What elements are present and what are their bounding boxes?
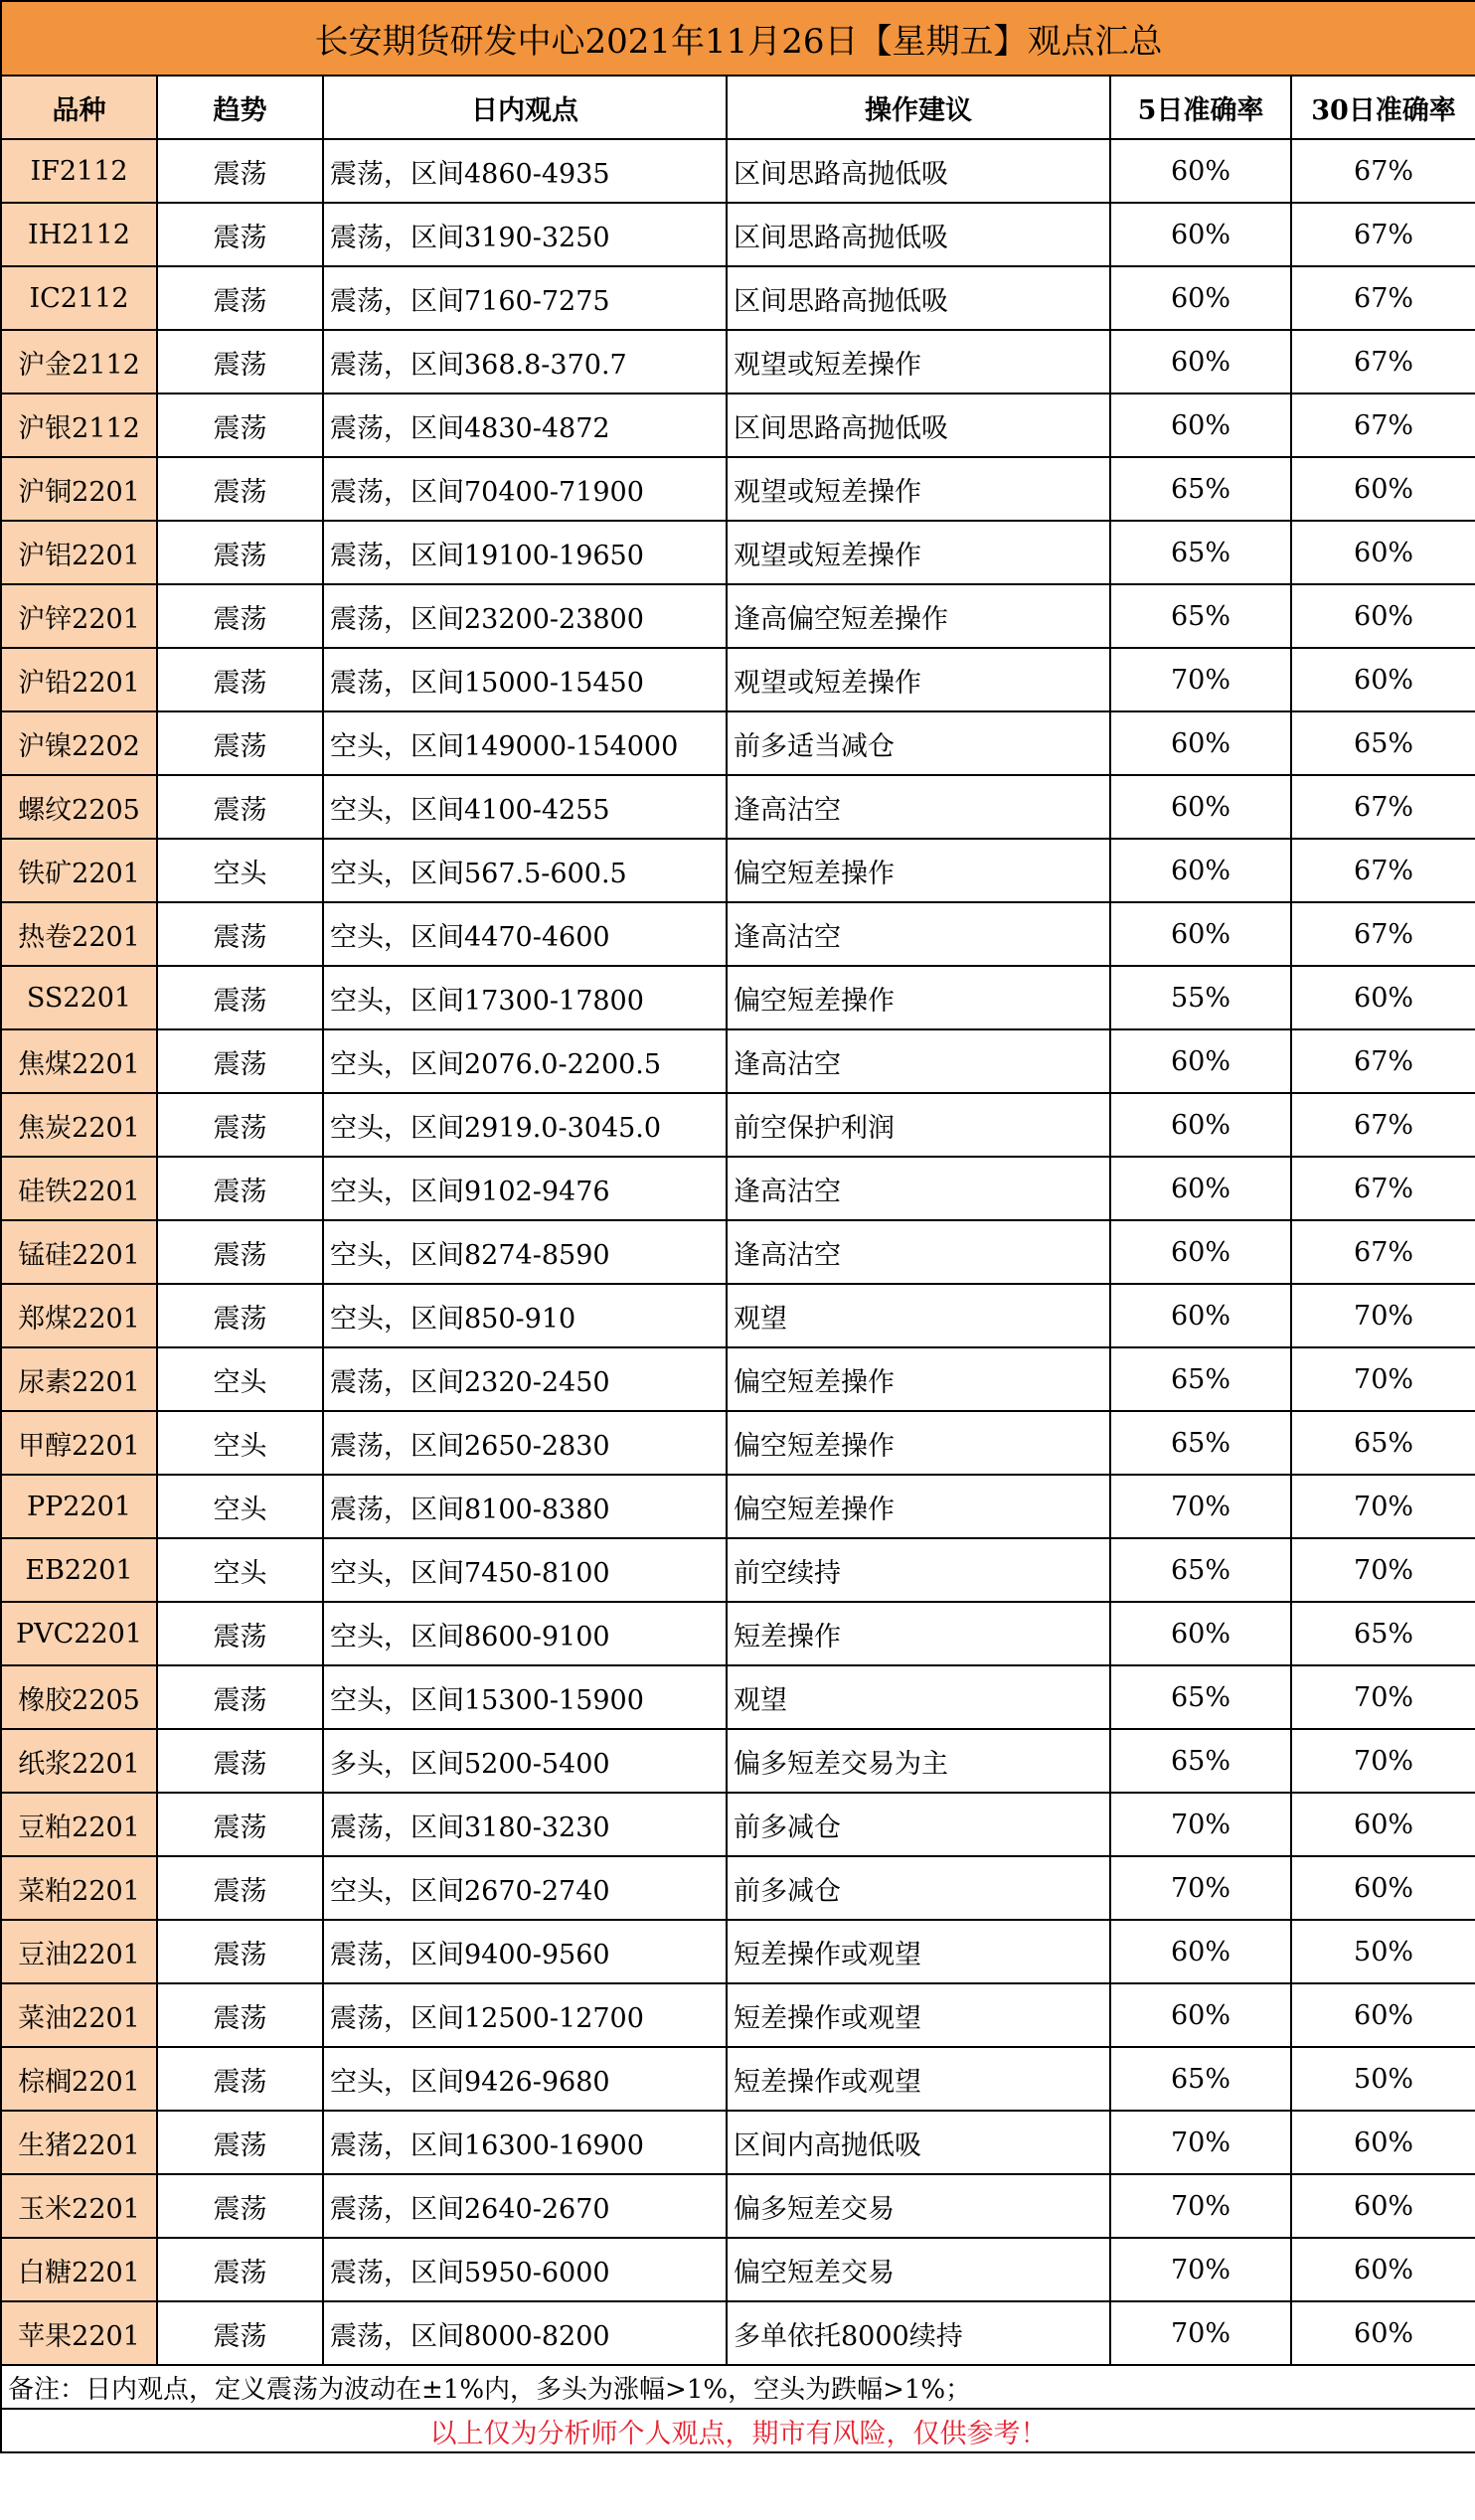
accuracy-30d-cell: 70% — [1291, 1284, 1475, 1347]
advice-cell: 前多适当减仓 — [727, 711, 1110, 775]
table-row — [1, 1157, 1475, 1220]
accuracy-5d-cell: 60% — [1110, 775, 1291, 839]
table-row — [1, 1920, 1475, 1983]
intraday-view-cell: 震荡，区间3180-3230 — [323, 1793, 727, 1856]
trend-cell: 震荡 — [157, 1029, 323, 1093]
accuracy-30d-cell: 70% — [1291, 1538, 1475, 1602]
intraday-view-cell: 空头，区间2919.0-3045.0 — [323, 1093, 727, 1157]
trend-cell: 震荡 — [157, 648, 323, 711]
trend-cell: 震荡 — [157, 1920, 323, 1983]
intraday-view-cell: 震荡，区间23200-23800 — [323, 584, 727, 648]
table-row — [1, 1665, 1475, 1729]
product-cell: 棕榈2201 — [1, 2047, 157, 2111]
advice-cell: 逢高沽空 — [727, 1220, 1110, 1284]
table-row — [1, 266, 1475, 330]
table-row — [1, 521, 1475, 584]
disclaimer-text: 以上仅为分析师个人观点，期市有风险，仅供参考！ — [1, 2409, 1475, 2452]
accuracy-30d-cell: 67% — [1291, 330, 1475, 394]
intraday-view-cell: 多头，区间5200-5400 — [323, 1729, 727, 1793]
trend-cell: 震荡 — [157, 394, 323, 457]
header-advice: 操作建议 — [727, 76, 1110, 139]
intraday-view-cell: 空头，区间9426-9680 — [323, 2047, 727, 2111]
intraday-view-cell: 震荡，区间8000-8200 — [323, 2301, 727, 2365]
product-cell: 焦煤2201 — [1, 1029, 157, 1093]
table-row — [1, 203, 1475, 266]
intraday-view-cell: 空头，区间7450-8100 — [323, 1538, 727, 1602]
accuracy-30d-cell: 67% — [1291, 839, 1475, 902]
trend-cell: 震荡 — [157, 1729, 323, 1793]
accuracy-5d-cell: 65% — [1110, 584, 1291, 648]
advice-cell: 区间思路高抛低吸 — [727, 266, 1110, 330]
trend-cell: 空头 — [157, 1538, 323, 1602]
intraday-view-cell: 震荡，区间2320-2450 — [323, 1347, 727, 1411]
product-cell: 菜油2201 — [1, 1983, 157, 2047]
product-cell: 白糖2201 — [1, 2238, 157, 2301]
accuracy-5d-cell: 60% — [1110, 1983, 1291, 2047]
advice-cell: 观望或短差操作 — [727, 457, 1110, 521]
table-row — [1, 1602, 1475, 1665]
product-cell: 沪金2112 — [1, 330, 157, 394]
advice-cell: 观望 — [727, 1665, 1110, 1729]
accuracy-30d-cell: 60% — [1291, 1983, 1475, 2047]
intraday-view-cell: 空头，区间8600-9100 — [323, 1602, 727, 1665]
trend-cell: 震荡 — [157, 330, 323, 394]
advice-cell: 短差操作 — [727, 1602, 1110, 1665]
trend-cell: 震荡 — [157, 711, 323, 775]
advice-cell: 逢高偏空短差操作 — [727, 584, 1110, 648]
advice-cell: 前多减仓 — [727, 1856, 1110, 1920]
intraday-view-cell: 震荡，区间19100-19650 — [323, 521, 727, 584]
accuracy-30d-cell: 50% — [1291, 1920, 1475, 1983]
intraday-view-cell: 空头，区间149000-154000 — [323, 711, 727, 775]
trend-cell: 震荡 — [157, 2047, 323, 2111]
header-accuracy-30d: 30日准确率 — [1291, 76, 1475, 139]
accuracy-5d-cell: 60% — [1110, 1093, 1291, 1157]
intraday-view-cell: 空头，区间567.5-600.5 — [323, 839, 727, 902]
intraday-view-cell: 震荡，区间2650-2830 — [323, 1411, 727, 1475]
accuracy-5d-cell: 65% — [1110, 2047, 1291, 2111]
intraday-view-cell: 空头，区间17300-17800 — [323, 966, 727, 1029]
intraday-view-cell: 空头，区间850-910 — [323, 1284, 727, 1347]
title-row — [1, 1, 1475, 76]
trend-cell: 震荡 — [157, 1983, 323, 2047]
advice-cell: 区间思路高抛低吸 — [727, 203, 1110, 266]
intraday-view-cell: 震荡，区间8100-8380 — [323, 1475, 727, 1538]
advice-cell: 区间思路高抛低吸 — [727, 139, 1110, 203]
disclaimer-row — [1, 2409, 1475, 2452]
intraday-view-cell: 震荡，区间5950-6000 — [323, 2238, 727, 2301]
product-cell: 螺纹2205 — [1, 775, 157, 839]
product-cell: 沪铝2201 — [1, 521, 157, 584]
trend-cell: 震荡 — [157, 521, 323, 584]
trend-cell: 震荡 — [157, 1793, 323, 1856]
table-row — [1, 2174, 1475, 2238]
trend-cell: 震荡 — [157, 1284, 323, 1347]
accuracy-5d-cell: 65% — [1110, 457, 1291, 521]
product-cell: 尿素2201 — [1, 1347, 157, 1411]
accuracy-30d-cell: 65% — [1291, 1411, 1475, 1475]
product-cell: 玉米2201 — [1, 2174, 157, 2238]
trend-cell: 震荡 — [157, 1220, 323, 1284]
advice-cell: 偏多短差交易为主 — [727, 1729, 1110, 1793]
accuracy-30d-cell: 65% — [1291, 1602, 1475, 1665]
intraday-view-cell: 震荡，区间15000-15450 — [323, 648, 727, 711]
product-cell: PP2201 — [1, 1475, 157, 1538]
accuracy-30d-cell: 67% — [1291, 139, 1475, 203]
trend-cell: 空头 — [157, 839, 323, 902]
product-cell: 豆粕2201 — [1, 1793, 157, 1856]
table-row — [1, 330, 1475, 394]
accuracy-5d-cell: 60% — [1110, 1602, 1291, 1665]
trend-cell: 震荡 — [157, 1157, 323, 1220]
product-cell: 甲醇2201 — [1, 1411, 157, 1475]
accuracy-30d-cell: 67% — [1291, 902, 1475, 966]
table-row — [1, 2301, 1475, 2365]
accuracy-30d-cell: 67% — [1291, 266, 1475, 330]
accuracy-30d-cell: 70% — [1291, 1665, 1475, 1729]
table-row — [1, 2111, 1475, 2174]
trend-cell: 震荡 — [157, 1856, 323, 1920]
intraday-view-cell: 空头，区间4470-4600 — [323, 902, 727, 966]
accuracy-5d-cell: 60% — [1110, 839, 1291, 902]
accuracy-5d-cell: 60% — [1110, 203, 1291, 266]
trend-cell: 震荡 — [157, 902, 323, 966]
intraday-view-cell: 震荡，区间70400-71900 — [323, 457, 727, 521]
product-cell: 橡胶2205 — [1, 1665, 157, 1729]
table-row — [1, 1029, 1475, 1093]
product-cell: IH2112 — [1, 203, 157, 266]
product-cell: 铁矿2201 — [1, 839, 157, 902]
product-cell: EB2201 — [1, 1538, 157, 1602]
advice-cell: 偏空短差操作 — [727, 966, 1110, 1029]
advice-cell: 观望或短差操作 — [727, 648, 1110, 711]
advice-cell: 偏空短差操作 — [727, 1411, 1110, 1475]
intraday-view-cell: 震荡，区间16300-16900 — [323, 2111, 727, 2174]
advice-cell: 逢高沽空 — [727, 1157, 1110, 1220]
accuracy-30d-cell: 67% — [1291, 394, 1475, 457]
accuracy-5d-cell: 65% — [1110, 1729, 1291, 1793]
trend-cell: 震荡 — [157, 2301, 323, 2365]
accuracy-5d-cell: 60% — [1110, 266, 1291, 330]
advice-cell: 前多减仓 — [727, 1793, 1110, 1856]
product-cell: 锰硅2201 — [1, 1220, 157, 1284]
table-row — [1, 1729, 1475, 1793]
intraday-view-cell: 震荡，区间12500-12700 — [323, 1983, 727, 2047]
report-title: 长安期货研发中心2021年11月26日【星期五】观点汇总 — [1, 1, 1475, 76]
product-cell: 菜粕2201 — [1, 1856, 157, 1920]
accuracy-30d-cell: 70% — [1291, 1347, 1475, 1411]
note-row — [1, 2365, 1475, 2409]
product-cell: IF2112 — [1, 139, 157, 203]
advice-cell: 逢高沽空 — [727, 775, 1110, 839]
accuracy-5d-cell: 60% — [1110, 394, 1291, 457]
accuracy-5d-cell: 65% — [1110, 1411, 1291, 1475]
trend-cell: 空头 — [157, 1411, 323, 1475]
intraday-view-cell: 震荡，区间4860-4935 — [323, 139, 727, 203]
accuracy-30d-cell: 67% — [1291, 1220, 1475, 1284]
accuracy-5d-cell: 70% — [1110, 648, 1291, 711]
trend-cell: 震荡 — [157, 457, 323, 521]
accuracy-30d-cell: 67% — [1291, 1157, 1475, 1220]
table-row — [1, 711, 1475, 775]
table-row — [1, 2238, 1475, 2301]
table-row — [1, 139, 1475, 203]
header-product: 品种 — [1, 76, 157, 139]
advice-cell: 区间内高抛低吸 — [727, 2111, 1110, 2174]
accuracy-5d-cell: 65% — [1110, 1347, 1291, 1411]
accuracy-30d-cell: 60% — [1291, 648, 1475, 711]
product-cell: 苹果2201 — [1, 2301, 157, 2365]
product-cell: 沪镍2202 — [1, 711, 157, 775]
note-text: 备注：日内观点，定义震荡为波动在±1%内，多头为涨幅>1%，空头为跌幅>1%； — [1, 2365, 1475, 2409]
product-cell: IC2112 — [1, 266, 157, 330]
accuracy-30d-cell: 60% — [1291, 2174, 1475, 2238]
accuracy-5d-cell: 60% — [1110, 902, 1291, 966]
accuracy-30d-cell: 50% — [1291, 2047, 1475, 2111]
accuracy-30d-cell: 60% — [1291, 521, 1475, 584]
intraday-view-cell: 震荡，区间3190-3250 — [323, 203, 727, 266]
accuracy-5d-cell: 60% — [1110, 330, 1291, 394]
accuracy-5d-cell: 60% — [1110, 1220, 1291, 1284]
advice-cell: 多单依托8000续持 — [727, 2301, 1110, 2365]
product-cell: 沪锌2201 — [1, 584, 157, 648]
table-row — [1, 1538, 1475, 1602]
advice-cell: 短差操作或观望 — [727, 1983, 1110, 2047]
trend-cell: 震荡 — [157, 1665, 323, 1729]
advice-cell: 偏空短差操作 — [727, 839, 1110, 902]
table-row — [1, 584, 1475, 648]
header-row — [1, 76, 1475, 139]
trend-cell: 空头 — [157, 1347, 323, 1411]
product-cell: 沪铜2201 — [1, 457, 157, 521]
accuracy-5d-cell: 60% — [1110, 1029, 1291, 1093]
table-row — [1, 1411, 1475, 1475]
intraday-view-cell: 震荡，区间9400-9560 — [323, 1920, 727, 1983]
accuracy-5d-cell: 60% — [1110, 139, 1291, 203]
intraday-view-cell: 空头，区间9102-9476 — [323, 1157, 727, 1220]
product-cell: 豆油2201 — [1, 1920, 157, 1983]
advice-cell: 前空保护利润 — [727, 1093, 1110, 1157]
accuracy-30d-cell: 60% — [1291, 457, 1475, 521]
trend-cell: 震荡 — [157, 2174, 323, 2238]
table-row — [1, 966, 1475, 1029]
accuracy-30d-cell: 67% — [1291, 1029, 1475, 1093]
intraday-view-cell: 震荡，区间7160-7275 — [323, 266, 727, 330]
advice-cell: 短差操作或观望 — [727, 1920, 1110, 1983]
table-row — [1, 457, 1475, 521]
accuracy-30d-cell: 60% — [1291, 1856, 1475, 1920]
accuracy-30d-cell: 67% — [1291, 203, 1475, 266]
intraday-view-cell: 空头，区间15300-15900 — [323, 1665, 727, 1729]
accuracy-5d-cell: 65% — [1110, 1538, 1291, 1602]
advice-cell: 观望或短差操作 — [727, 521, 1110, 584]
trend-cell: 震荡 — [157, 775, 323, 839]
accuracy-5d-cell: 65% — [1110, 521, 1291, 584]
intraday-view-cell: 空头，区间2076.0-2200.5 — [323, 1029, 727, 1093]
trend-cell: 震荡 — [157, 1093, 323, 1157]
table-row — [1, 1093, 1475, 1157]
advice-cell: 逢高沽空 — [727, 1029, 1110, 1093]
intraday-view-cell: 震荡，区间2640-2670 — [323, 2174, 727, 2238]
accuracy-5d-cell: 70% — [1110, 2111, 1291, 2174]
product-cell: 焦炭2201 — [1, 1093, 157, 1157]
accuracy-5d-cell: 70% — [1110, 1856, 1291, 1920]
advice-cell: 偏空短差交易 — [727, 2238, 1110, 2301]
trend-cell: 震荡 — [157, 139, 323, 203]
accuracy-5d-cell: 70% — [1110, 1793, 1291, 1856]
accuracy-5d-cell: 65% — [1110, 1665, 1291, 1729]
advice-cell: 逢高沽空 — [727, 902, 1110, 966]
accuracy-30d-cell: 65% — [1291, 711, 1475, 775]
header-trend: 趋势 — [157, 76, 323, 139]
trend-cell: 震荡 — [157, 2238, 323, 2301]
accuracy-5d-cell: 55% — [1110, 966, 1291, 1029]
trend-cell: 震荡 — [157, 1602, 323, 1665]
product-cell: 郑煤2201 — [1, 1284, 157, 1347]
table-row — [1, 1284, 1475, 1347]
product-cell: 纸浆2201 — [1, 1729, 157, 1793]
accuracy-5d-cell: 60% — [1110, 1284, 1291, 1347]
accuracy-30d-cell: 60% — [1291, 1793, 1475, 1856]
intraday-view-cell: 空头，区间8274-8590 — [323, 1220, 727, 1284]
intraday-view-cell: 空头，区间2670-2740 — [323, 1856, 727, 1920]
trend-cell: 震荡 — [157, 266, 323, 330]
intraday-view-cell: 震荡，区间4830-4872 — [323, 394, 727, 457]
advice-cell: 偏空短差操作 — [727, 1475, 1110, 1538]
accuracy-5d-cell: 60% — [1110, 1920, 1291, 1983]
accuracy-30d-cell: 70% — [1291, 1475, 1475, 1538]
table-row — [1, 775, 1475, 839]
product-cell: SS2201 — [1, 966, 157, 1029]
accuracy-5d-cell: 70% — [1110, 2238, 1291, 2301]
trend-cell: 震荡 — [157, 203, 323, 266]
table-row — [1, 394, 1475, 457]
accuracy-5d-cell: 70% — [1110, 2174, 1291, 2238]
table-row — [1, 1220, 1475, 1284]
accuracy-5d-cell: 70% — [1110, 2301, 1291, 2365]
accuracy-5d-cell: 60% — [1110, 1157, 1291, 1220]
advice-cell: 观望 — [727, 1284, 1110, 1347]
advice-cell: 短差操作或观望 — [727, 2047, 1110, 2111]
product-cell: 热卷2201 — [1, 902, 157, 966]
accuracy-30d-cell: 60% — [1291, 2238, 1475, 2301]
header-accuracy-5d: 5日准确率 — [1110, 76, 1291, 139]
product-cell: 生猪2201 — [1, 2111, 157, 2174]
accuracy-30d-cell: 60% — [1291, 966, 1475, 1029]
product-cell: 沪铅2201 — [1, 648, 157, 711]
intraday-view-cell: 空头，区间4100-4255 — [323, 775, 727, 839]
accuracy-30d-cell: 67% — [1291, 1093, 1475, 1157]
trend-cell: 空头 — [157, 1475, 323, 1538]
table-row — [1, 839, 1475, 902]
table-row — [1, 1793, 1475, 1856]
table-row — [1, 1856, 1475, 1920]
trend-cell: 震荡 — [157, 584, 323, 648]
advice-cell: 偏空短差操作 — [727, 1347, 1110, 1411]
intraday-view-cell: 震荡，区间368.8-370.7 — [323, 330, 727, 394]
accuracy-5d-cell: 70% — [1110, 1475, 1291, 1538]
header-intraday-view: 日内观点 — [323, 76, 727, 139]
product-cell: 硅铁2201 — [1, 1157, 157, 1220]
accuracy-30d-cell: 60% — [1291, 2111, 1475, 2174]
product-cell: 沪银2112 — [1, 394, 157, 457]
table-row — [1, 1347, 1475, 1411]
advice-cell: 偏多短差交易 — [727, 2174, 1110, 2238]
accuracy-5d-cell: 60% — [1110, 711, 1291, 775]
advice-cell: 前空续持 — [727, 1538, 1110, 1602]
table-row — [1, 648, 1475, 711]
advice-cell: 观望或短差操作 — [727, 330, 1110, 394]
accuracy-30d-cell: 60% — [1291, 584, 1475, 648]
advice-cell: 区间思路高抛低吸 — [727, 394, 1110, 457]
trend-cell: 震荡 — [157, 2111, 323, 2174]
trend-cell: 震荡 — [157, 966, 323, 1029]
accuracy-30d-cell: 67% — [1291, 775, 1475, 839]
table-row — [1, 2047, 1475, 2111]
accuracy-30d-cell: 70% — [1291, 1729, 1475, 1793]
accuracy-30d-cell: 60% — [1291, 2301, 1475, 2365]
table-row — [1, 902, 1475, 966]
product-cell: PVC2201 — [1, 1602, 157, 1665]
table-row — [1, 1475, 1475, 1538]
table-row — [1, 1983, 1475, 2047]
